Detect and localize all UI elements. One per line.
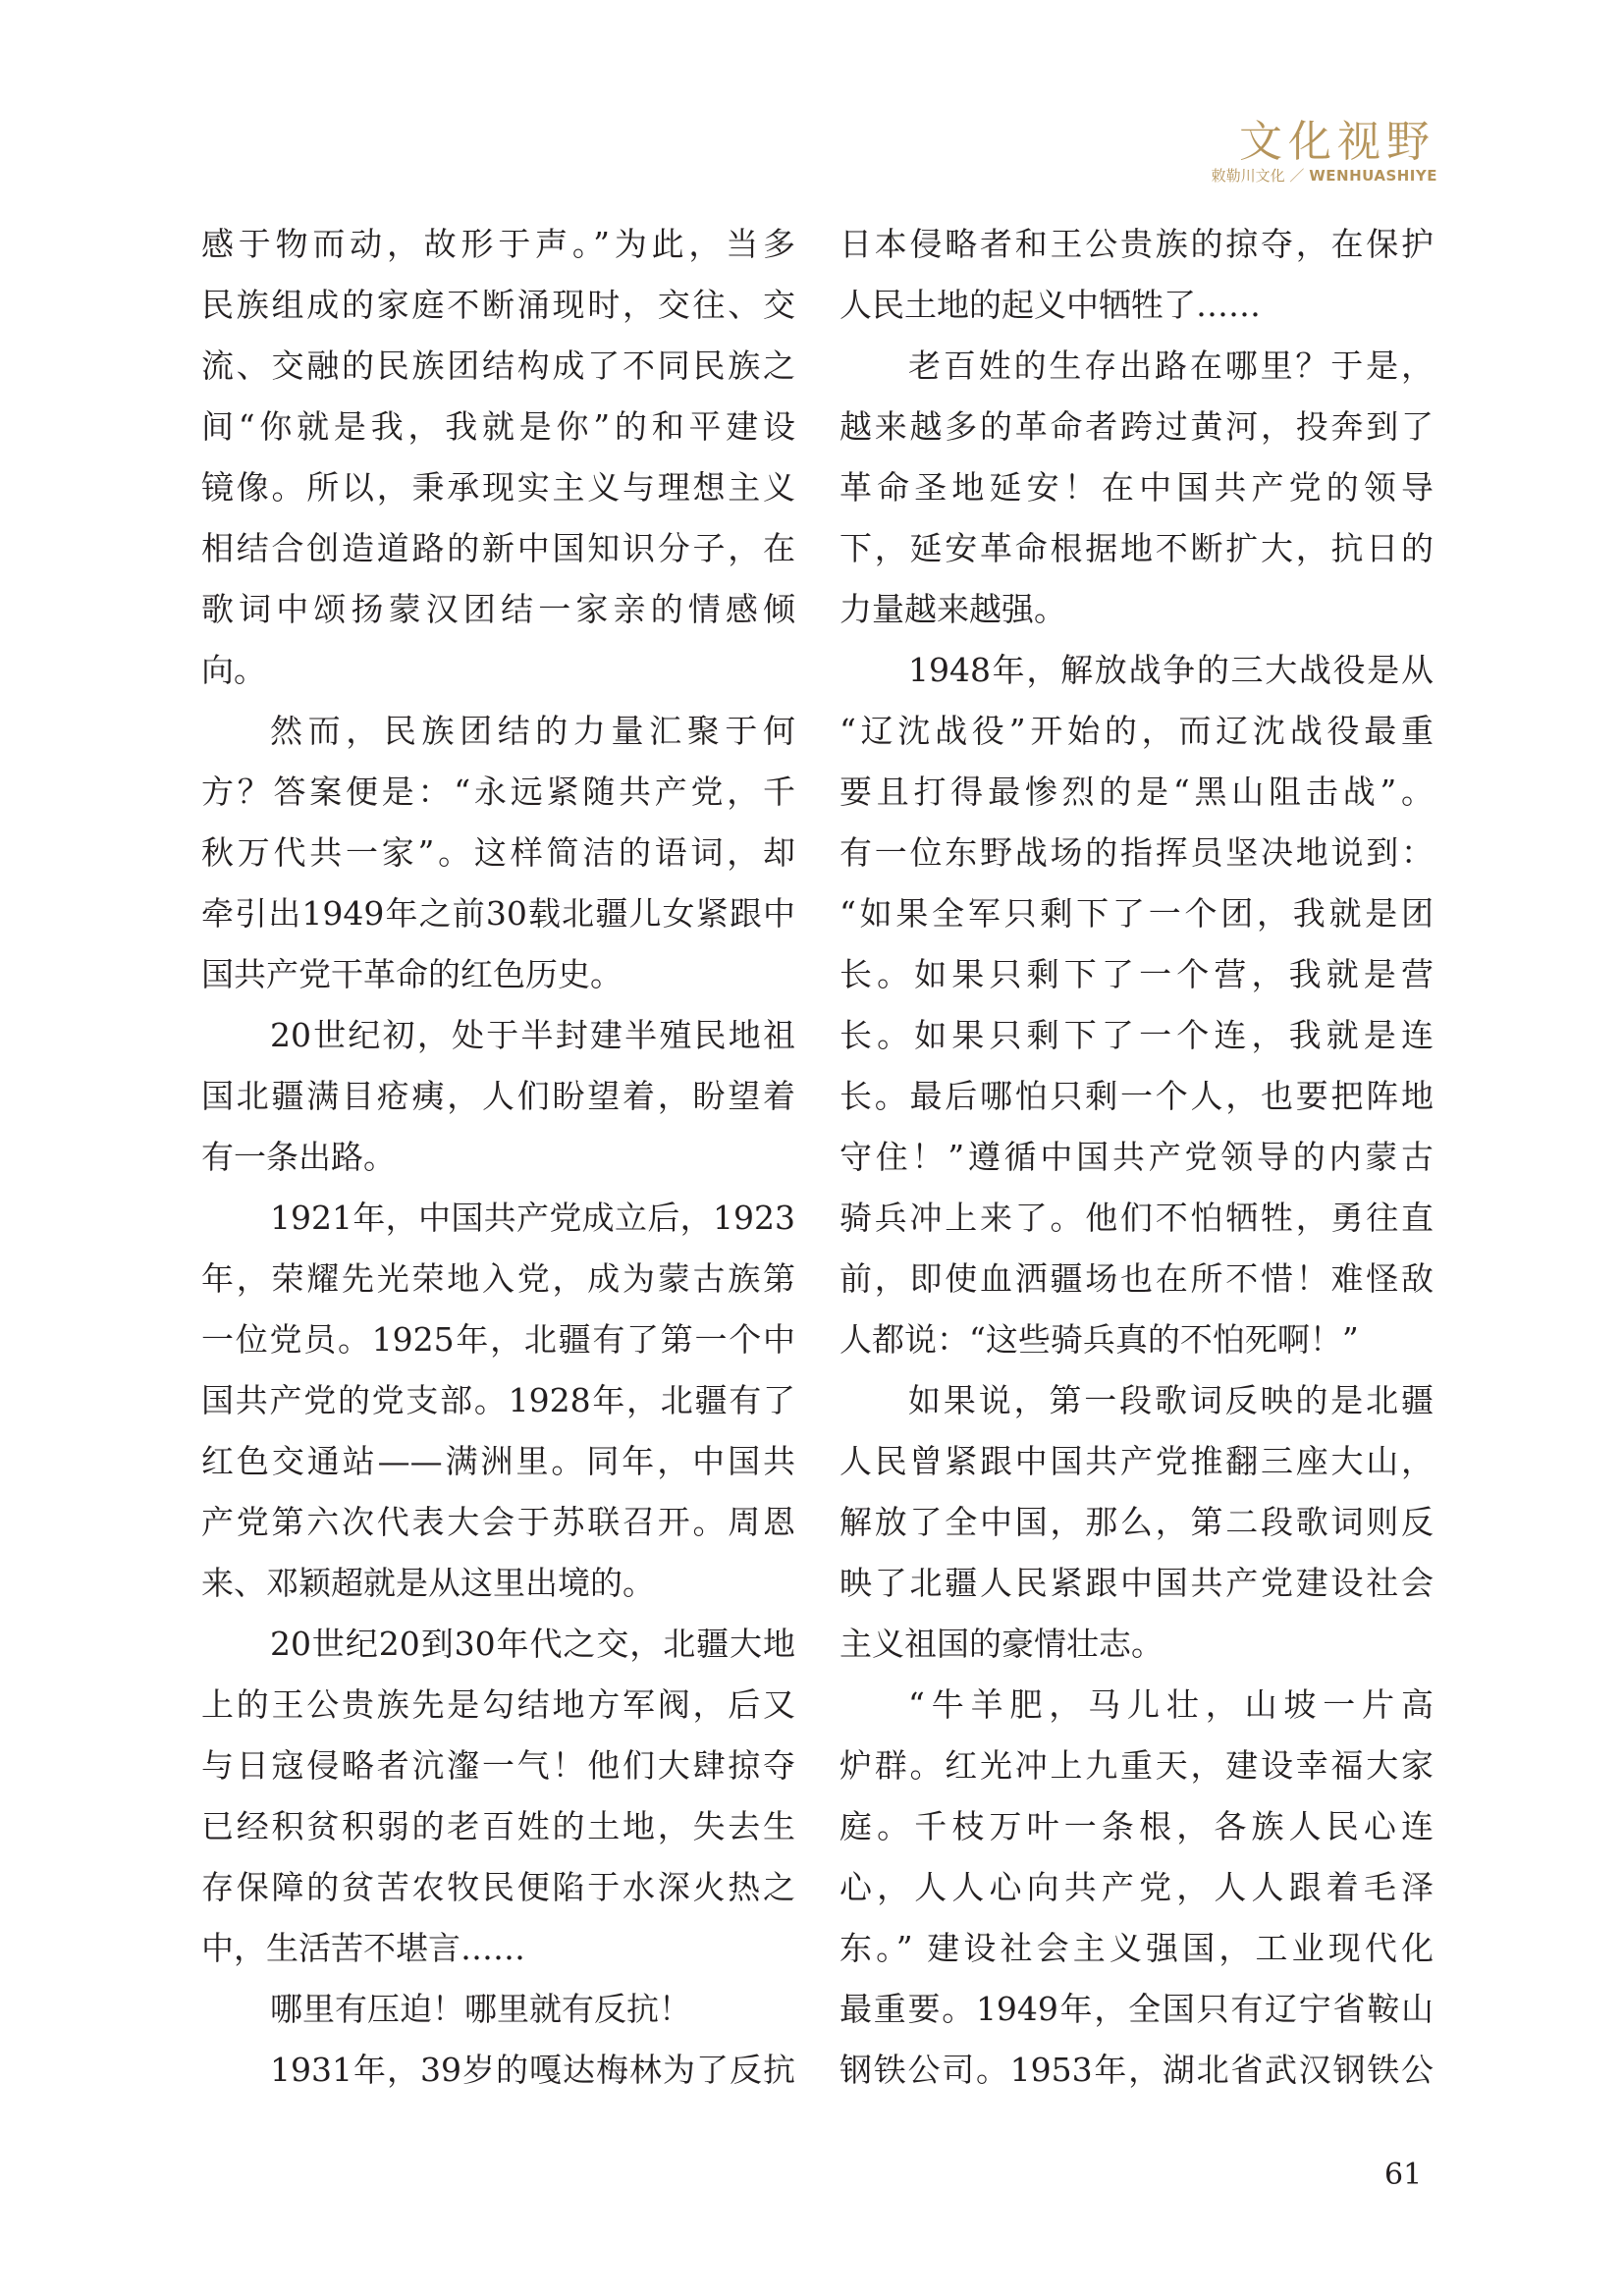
text-line: 一位党员。1925年，北疆有了第一个中 <box>201 1320 795 1359</box>
text-line: 20世纪20到30年代之交，北疆大地 <box>270 1625 795 1663</box>
page-number: 61 <box>1384 2158 1423 2192</box>
text-line: 庭。千枝万叶一条根，各族人民心连 <box>839 1807 1434 1845</box>
subtitle-en: WENHUASHIYE <box>1309 167 1437 185</box>
text-line: 前，即使血洒疆场也在所不惜！难怪敌 <box>839 1259 1434 1298</box>
text-line: 有一条出路。 <box>201 1138 396 1176</box>
section-subtitle <box>1212 165 1437 186</box>
text-line: 最重要。1949年，全国只有辽宁省鞍山 <box>839 1990 1434 2028</box>
text-line: 力量越来越强。 <box>839 590 1066 628</box>
text-line: 然而，民族团结的力量汇聚于何 <box>270 712 795 750</box>
text-line: “辽沈战役”开始的，而辽沈战役最重 <box>839 712 1434 750</box>
right-text-column <box>839 214 1434 2101</box>
text-line: 越来越多的革命者跨过黄河，投奔到了 <box>839 407 1434 446</box>
text-line: 要且打得最惨烈的是“黑山阻击战”。 <box>839 773 1434 811</box>
text-line: 有一位东野战场的指挥员坚决地说到： <box>839 833 1434 872</box>
text-line: 民族组成的家庭不断涌现时，交往、交 <box>201 286 795 324</box>
text-line: 哪里有压迫！哪里就有反抗！ <box>270 1990 691 2028</box>
text-line: 与日寇侵略者沆瀣一气！他们大肆掠夺 <box>201 1746 795 1785</box>
text-line: 年，荣耀先光荣地入党，成为蒙古族第 <box>201 1259 795 1298</box>
text-line: 镜像。所以，秉承现实主义与理想主义 <box>201 468 795 507</box>
text-line: 1931年，39岁的嘎达梅林为了反抗 <box>270 2051 795 2089</box>
text-line: 守住！”遵循中国共产党领导的内蒙古 <box>839 1138 1434 1176</box>
section-title: 文化视野 <box>1239 117 1435 167</box>
text-line: “如果全军只剩下了一个团，我就是团 <box>839 894 1434 933</box>
text-line: 心，人人心向共产党，人人跟着毛泽 <box>839 1868 1434 1906</box>
text-line: 国共产党的党支部。1928年，北疆有了 <box>201 1381 795 1419</box>
text-line: 歌词中颂扬蒙汉团结一家亲的情感倾 <box>201 590 795 628</box>
text-line: 长。如果只剩下了一个连，我就是连 <box>839 1016 1434 1054</box>
text-line: 长。如果只剩下了一个营，我就是营 <box>839 955 1434 993</box>
text-line: 流、交融的民族团结构成了不同民族之 <box>201 347 795 385</box>
text-line: 20世纪初，处于半封建半殖民地祖 <box>270 1016 795 1054</box>
text-line: 解放了全中国，那么，第二段歌词则反 <box>839 1503 1434 1541</box>
text-line: 人民曾紧跟中国共产党推翻三座大山， <box>839 1442 1434 1480</box>
text-line: 国共产党干革命的红色历史。 <box>201 955 623 993</box>
text-line: 已经积贫积弱的老百姓的土地，失去生 <box>201 1807 795 1845</box>
text-line: 方？答案便是：“永远紧随共产党，千 <box>201 773 795 811</box>
text-line: 映了北疆人民紧跟中国共产党建设社会 <box>839 1564 1434 1602</box>
text-line: 人都说：“这些骑兵真的不怕死啊！” <box>839 1320 1359 1359</box>
text-line: 1921年，中国共产党成立后，1923 <box>270 1199 795 1237</box>
text-line: 产党第六次代表大会于苏联召开。周恩 <box>201 1503 795 1541</box>
text-line: 向。 <box>201 651 266 689</box>
text-line: “牛羊肥，马儿壮，山坡一片高 <box>908 1685 1434 1724</box>
text-line: 钢铁公司。1953年，湖北省武汉钢铁公 <box>839 2051 1434 2089</box>
text-line: 间“你就是我，我就是你”的和平建设 <box>201 407 795 446</box>
text-line: 东。” 建设社会主义强国，工业现代化 <box>839 1929 1434 1967</box>
text-line: 长。最后哪怕只剩一个人，也要把阵地 <box>839 1077 1434 1115</box>
text-line: 如果说，第一段歌词反映的是北疆 <box>908 1381 1434 1419</box>
text-line: 下，延安革命根据地不断扩大，抗日的 <box>839 529 1434 567</box>
text-line: 中，生活苦不堪言…… <box>201 1929 525 1967</box>
text-line: 国北疆满目疮痍，人们盼望着，盼望着 <box>201 1077 795 1115</box>
text-line: 日本侵略者和王公贵族的掠夺，在保护 <box>839 225 1434 263</box>
text-line: 相结合创造道路的新中国知识分子，在 <box>201 529 795 567</box>
text-line: 上的王公贵族先是勾结地方军阀，后又 <box>201 1685 795 1724</box>
text-line: 红色交通站——满洲里。同年，中国共 <box>201 1442 795 1480</box>
text-line: 革命圣地延安！在中国共产党的领导 <box>839 468 1434 507</box>
text-line: 炉群。红光冲上九重天，建设幸福大家 <box>839 1746 1434 1785</box>
left-text-column <box>201 214 795 2101</box>
text-line: 1948年，解放战争的三大战役是从 <box>908 651 1434 689</box>
text-line: 骑兵冲上来了。他们不怕牺牲，勇往直 <box>839 1199 1434 1237</box>
text-line: 牵引出1949年之前30载北疆儿女紧跟中 <box>201 894 795 933</box>
text-line: 主义祖国的豪情壮志。 <box>839 1625 1164 1663</box>
subtitle-cn: 敕勒川文化 <box>1211 167 1285 185</box>
text-line: 人民土地的起义中牺牲了…… <box>839 286 1261 324</box>
text-line: 感于物而动，故形于声。”为此，当多 <box>201 225 795 263</box>
text-line: 老百姓的生存出路在哪里？于是， <box>908 347 1434 385</box>
text-line: 秋万代共一家”。这样简洁的语词，却 <box>201 833 795 872</box>
text-line: 来、邓颖超就是从这里出境的。 <box>201 1564 655 1602</box>
subtitle-separator: ／ <box>1289 167 1305 185</box>
text-line: 存保障的贫苦农牧民便陷于水深火热之 <box>201 1868 795 1906</box>
